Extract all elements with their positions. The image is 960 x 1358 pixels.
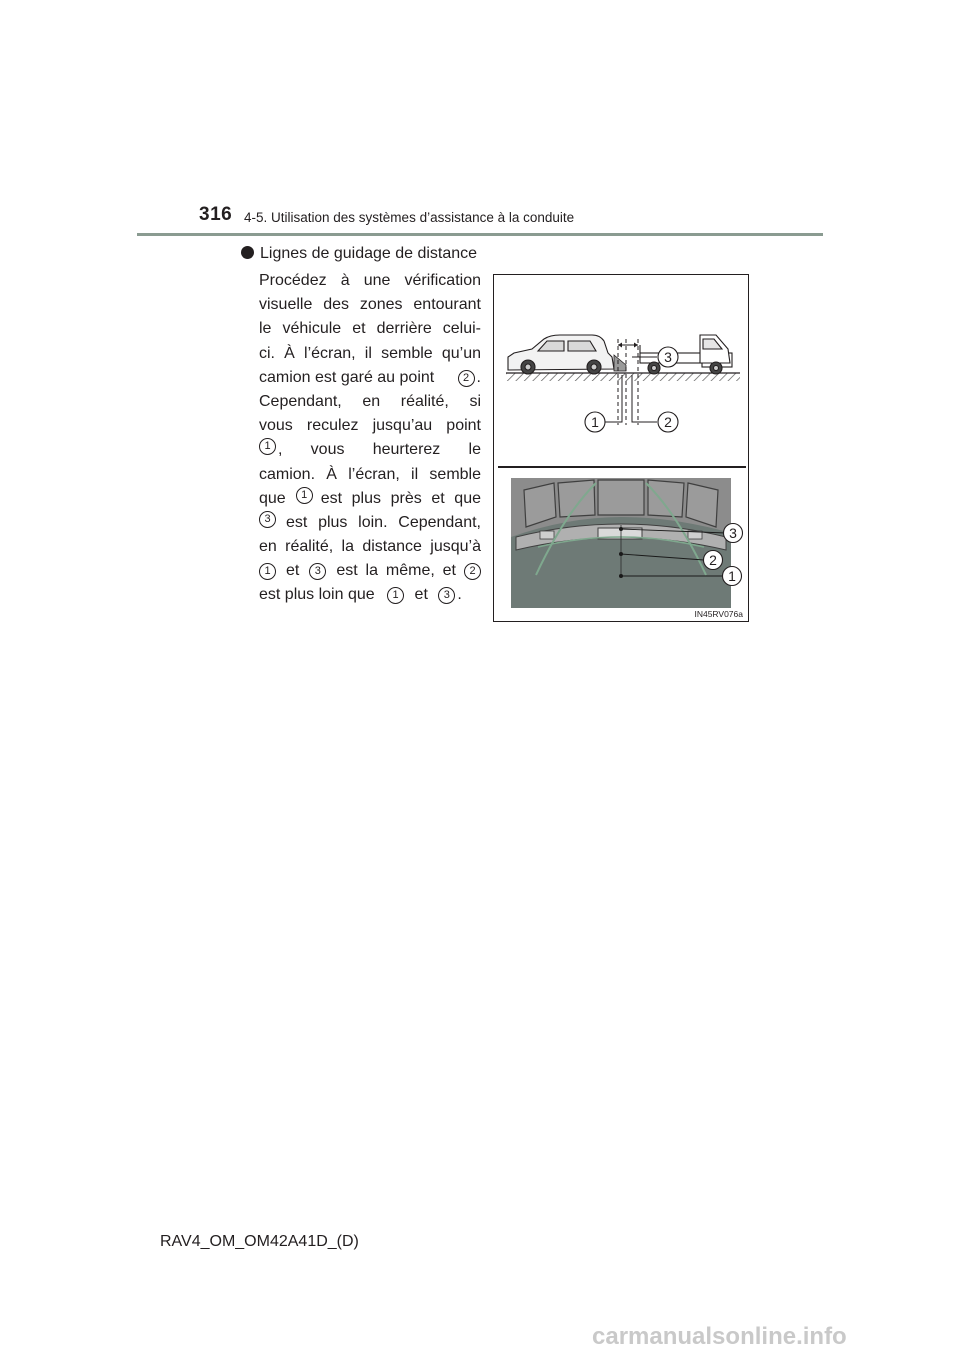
callout-3-marker: 3 xyxy=(309,563,326,580)
figure-id-label: IN45RV076a xyxy=(694,609,743,619)
bullet-dot-icon xyxy=(241,246,254,259)
callout-1-top xyxy=(585,412,605,432)
callout-3-top xyxy=(658,347,678,367)
callout-2-screen xyxy=(704,551,723,570)
svg-text:1: 1 xyxy=(591,414,599,430)
text-fragment: et xyxy=(286,562,300,580)
callout-2-top xyxy=(658,412,678,432)
callout-3-marker: 3 xyxy=(438,587,455,604)
text-line: Cependant, en réalité, si xyxy=(259,392,481,410)
text-line xyxy=(259,438,481,462)
callout-2-marker: 2 xyxy=(464,563,481,580)
callout-1-marker: 1 xyxy=(296,487,313,504)
svg-text:3: 3 xyxy=(664,349,672,365)
callout-2-marker: 2 xyxy=(458,370,475,387)
text-fragment: . xyxy=(476,368,481,386)
page-number: 316 xyxy=(199,204,233,225)
text-line: en réalité, la distance jusqu’à xyxy=(259,538,481,556)
svg-text:2: 2 xyxy=(709,552,717,568)
text-fragment: est plus loin. Cependant, xyxy=(286,513,481,531)
text-line: visuelle des zones entourant xyxy=(259,296,481,314)
bullet-heading xyxy=(241,243,477,265)
section-header-title: 4-5. Utilisation des systèmes d’assistance à la conduite xyxy=(244,210,575,225)
text-line: camion. À l’écran, il semble xyxy=(259,465,481,483)
header-rule xyxy=(137,233,823,236)
text-fragment: que xyxy=(259,489,286,507)
text-line xyxy=(259,583,481,607)
text-line xyxy=(259,559,481,583)
text-line: Procédez à une vérification xyxy=(259,272,481,289)
callout-3-screen xyxy=(724,524,743,543)
suv-icon xyxy=(508,335,614,374)
callout-1-marker: 1 xyxy=(387,587,404,604)
ground-hatch xyxy=(506,373,740,381)
text-line: le véhicule et derrière celui- xyxy=(259,320,481,338)
text-fragment: est la même, et xyxy=(336,562,456,580)
text-fragment: est plus loin que xyxy=(259,586,375,604)
callout-1-marker: 1 xyxy=(259,438,276,455)
text-line xyxy=(259,511,481,535)
truck-icon xyxy=(640,335,732,374)
callout-3-marker: 3 xyxy=(259,511,276,528)
text-fragment: . xyxy=(457,586,462,604)
text-fragment: camion est garé au point xyxy=(259,368,435,386)
figure-illustration xyxy=(494,275,750,623)
text-line xyxy=(259,487,481,511)
text-line: ci. À l’écran, il semble qu’un xyxy=(259,344,481,362)
text-line xyxy=(259,366,481,390)
svg-text:3: 3 xyxy=(729,525,737,541)
text-line: vous reculez jusqu’au point xyxy=(259,417,481,435)
text-fragment: , vous heurterez le xyxy=(278,441,481,459)
distance-guide-figure xyxy=(493,274,749,622)
body-paragraph xyxy=(259,269,481,608)
callout-1-marker: 1 xyxy=(259,563,276,580)
text-fragment: est plus près et que xyxy=(320,489,481,507)
text-fragment: et xyxy=(414,586,428,604)
watermark: carmanualsonline.info xyxy=(592,1323,847,1350)
svg-text:1: 1 xyxy=(728,568,736,584)
callout-1-screen xyxy=(723,567,742,586)
svg-text:2: 2 xyxy=(664,414,672,430)
camera-screen xyxy=(511,478,731,608)
heading-text: Lignes de guidage de distance xyxy=(260,245,478,262)
footer-doc-code: RAV4_OM_OM42A41D_(D) xyxy=(160,1233,359,1250)
